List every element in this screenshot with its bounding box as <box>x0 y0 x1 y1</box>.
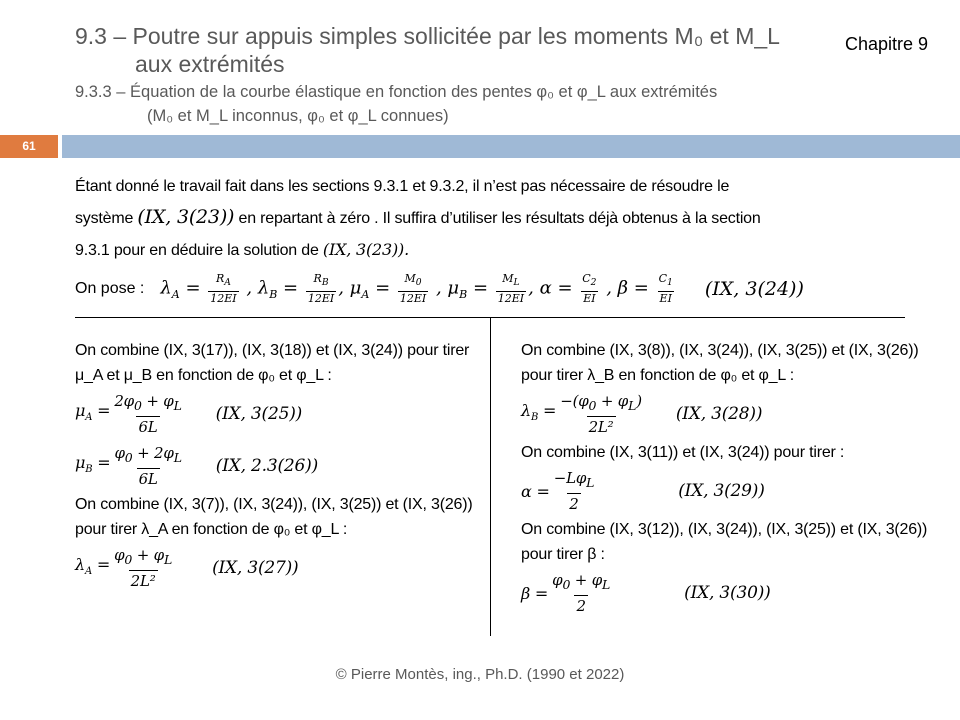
eq-lambdaA-ref: (IX, 3(27)) <box>212 557 299 578</box>
eq-muB: $\mu_B$ = $\frac{\varphi_0 + 2\varphi_L}{6L}$ (IX, 2.3(26)) <box>75 444 319 488</box>
intro-line2 <box>75 202 920 234</box>
right-text-3: On combine (IX, 3(12)), (IX, 3(24)), (IX, 3(25)) et (IX, 3(26)) pour tirer β : <box>521 521 928 563</box>
intro-ref-2: (IX, 3(23)). <box>322 240 409 259</box>
copyright-footer: © Pierre Montès, ing., Ph.D. (1990 et 2022) <box>335 666 625 683</box>
intro-line3 <box>75 234 920 266</box>
intro-paragraph <box>75 171 920 266</box>
vertical-divider <box>490 318 491 636</box>
header-divider-bar <box>62 135 960 158</box>
intro-line1: Étant donné le travail fait dans les sections 9.3.1 et 9.3.2, il n’est pas nécessaire de résoudre le <box>75 178 730 195</box>
definitions-line <box>75 266 920 312</box>
slide-title <box>75 22 780 78</box>
pose-ref: (IX, 3(24)) <box>704 278 804 300</box>
eq-lambdaB-ref: (IX, 3(28)) <box>675 403 763 424</box>
slide-title-line2: aux extrémités <box>135 51 285 77</box>
pose-label: On pose : <box>75 280 145 297</box>
right-column <box>521 338 941 619</box>
right-text-1: On combine (IX, 3(8)), (IX, 3(24)), (IX, 3(25)) et (IX, 3(26)) pour tirer λ_B en fonction de φ₀ et φ_L : <box>521 342 919 384</box>
eq-beta: β = $\frac{\varphi_0 + \varphi_L}{2}$ (IX, 3(30)) <box>521 571 771 615</box>
eq-lambdaB: $\lambda_B$ = $\frac{-(\varphi_0 + \varphi_L)}{\text{2L²}}$ (IX, 3(28)) <box>521 392 763 436</box>
left-text-2: On combine (IX, 3(7)), (IX, 3(24)), (IX, 3(25)) et (IX, 3(26)) pour tirer λ_A en fonction de φ₀ et φ_L : <box>75 496 473 538</box>
section-subtitle-line2: (M₀ et M_L inconnus, φ₀ et φ_L connues) <box>147 107 449 125</box>
intro-system-word: système <box>75 210 134 227</box>
section-subtitle-line1: 9.3.3 – Équation de la courbe élastique en fonction des pentes φ₀ et φ_L aux extrémités <box>75 83 718 101</box>
right-text-2: On combine (IX, 3(11)) et (IX, 3(24)) pour tirer : <box>521 444 845 461</box>
left-text-1: On combine (IX, 3(17)), (IX, 3(18)) et (IX, 3(24)) pour tirer μ_A et μ_B en fonction de φ₀ et φ_L : <box>75 342 470 384</box>
intro-ref: (IX, 3(23)) <box>137 206 235 228</box>
eq-muA: $\mu_A$ = $\frac{2\varphi_0 + \varphi_L}{6L}$ (IX, 3(25)) <box>75 392 303 436</box>
eq-beta-ref: (IX, 3(30)) <box>684 582 771 603</box>
eq-muA-ref: (IX, 3(25)) <box>215 403 303 424</box>
page-number-badge: 61 <box>0 135 58 158</box>
left-column <box>75 338 475 594</box>
eq-alpha-ref: (IX, 3(29)) <box>678 480 765 501</box>
slide-title-line1: 9.3 – Poutre sur appuis simples sollicitée par les moments M₀ et M_L <box>75 23 780 49</box>
intro-line2-rest: en repartant à zéro . Il suffira d’utiliser les résultats déjà obtenus à la section <box>238 210 761 227</box>
definitions-formula: $\lambda_A$ = $\frac{R_A}{12EI}$ , $\lambda_B$ = $\frac{R_B}{12EI}$ , $\mu_A$ = $\frac{M_0}{12EI}$ , $\mu_B$ = $\frac{M_L}{12EI}$ , α = $\frac{C_2}{EI}$ , β = $\frac{C_1}{EI}$ <box>160 272 673 305</box>
chapter-label: Chapitre 9 <box>845 34 929 54</box>
eq-lambdaA: $\lambda_A$ = $\frac{\varphi_0 + \varphi_L}{\text{2L²}}$ (IX, 3(27)) <box>75 546 299 590</box>
eq-alpha: α = $\frac{-L\varphi_L}{2}$ (IX, 3(29)) <box>521 469 765 513</box>
section-subtitle <box>75 80 717 128</box>
intro-line3-text: 9.3.1 pour en déduire la solution de <box>75 242 319 259</box>
eq-muB-ref: (IX, 2.3(26)) <box>215 455 319 476</box>
